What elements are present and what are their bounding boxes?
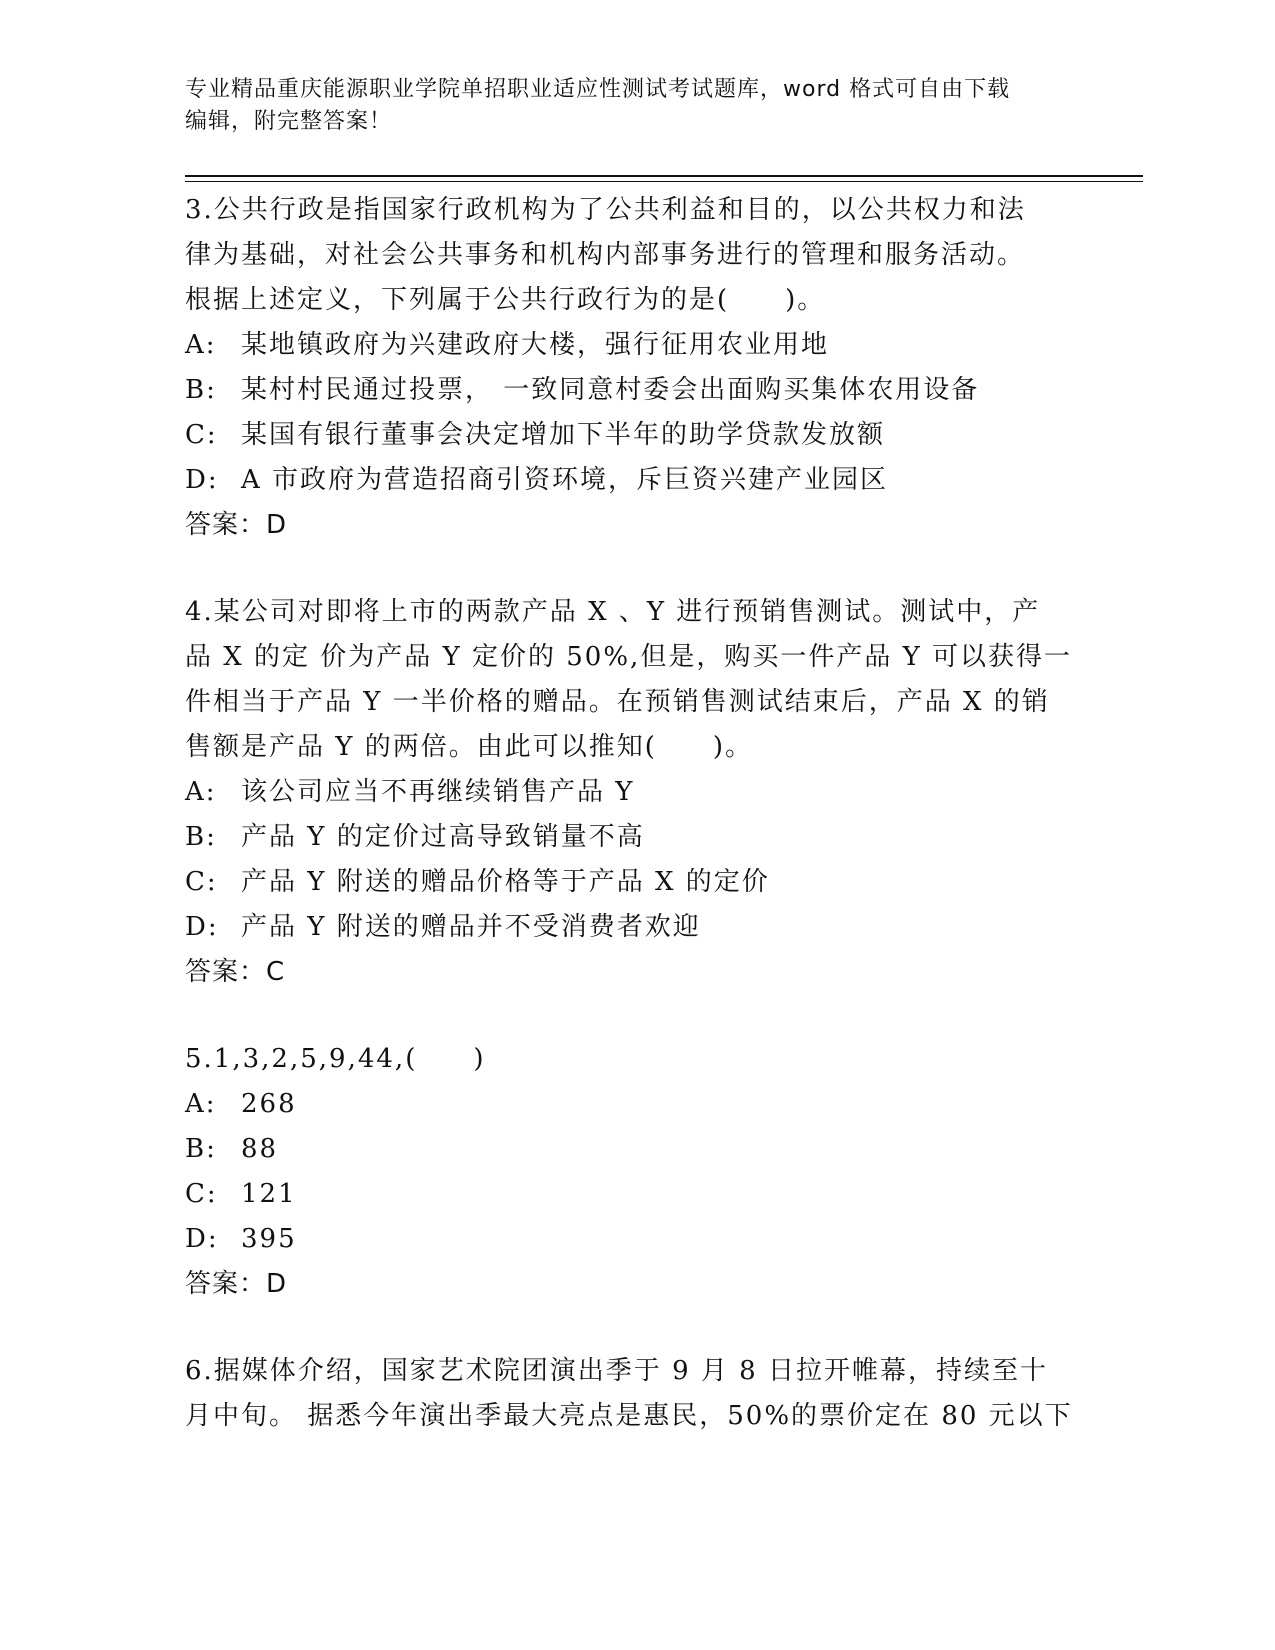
option-b [185, 1127, 1085, 1172]
option-text: A 市政府为营造招商引资环境，斥巨资兴建产业园区 [241, 465, 889, 495]
question-list [185, 188, 1085, 1439]
option-key: B: [185, 822, 217, 852]
stem-line: 5.1,3,2,5,9,44,( ) [185, 1044, 486, 1074]
option-c [185, 413, 1085, 458]
header-divider-thick [185, 175, 1143, 177]
question-4 [185, 590, 1085, 995]
option-key: C: [185, 867, 218, 897]
option-text: 产品 Y 附送的赠品价格等于产品 X 的定价 [241, 867, 770, 897]
question-3 [185, 188, 1085, 548]
option-key: A: [185, 777, 217, 807]
option-key: C: [185, 1179, 218, 1209]
option-text: 产品 Y 附送的赠品并不受消费者欢迎 [241, 912, 701, 942]
option-b [185, 815, 1085, 860]
header-divider-thin [185, 181, 1143, 182]
option-text: 某地镇政府为兴建政府大楼，强行征用农业用地 [241, 330, 830, 360]
stem-line: 3.公共行政是指国家行政机构为了公共利益和目的，以公共权力和法 [185, 195, 1026, 225]
answer-line: 答案：C [185, 957, 286, 987]
question-spacer [185, 995, 1085, 1037]
answer-line: 答案：D [185, 1269, 288, 1299]
stem-line: 6.据媒体介绍，国家艺术院团演出季于 9 月 8 日拉开帷幕，持续至十 [185, 1356, 1048, 1386]
option-b [185, 368, 1085, 413]
option-text: 268 [241, 1089, 297, 1119]
option-c [185, 860, 1085, 905]
option-key: B: [185, 375, 217, 405]
question-stem [185, 590, 1085, 770]
option-key: D: [185, 1224, 219, 1254]
option-key: D: [185, 465, 219, 495]
option-a [185, 1082, 1085, 1127]
document-header [185, 74, 1085, 138]
header-line-2: 编辑，附完整答案！ [185, 109, 393, 134]
question-spacer [185, 548, 1085, 590]
option-text: 395 [241, 1224, 297, 1254]
option-key: A: [185, 330, 217, 360]
answer-line: 答案：D [185, 510, 288, 540]
stem-line: 件相当于产品 Y 一半价格的赠品。在预销售测试结束后，产品 X 的销 [185, 687, 1050, 717]
stem-line: 4.某公司对即将上市的两款产品 X 、Y 进行预销售测试。测试中，产 [185, 597, 1041, 627]
stem-line: 月中旬。 据悉今年演出季最大亮点是惠民，50%的票价定在 80 元以下 [185, 1401, 1073, 1431]
option-text: 某村村民通过投票， 一致同意村委会出面购买集体农用设备 [241, 375, 980, 405]
stem-line: 律为基础，对社会公共事务和机构内部事务进行的管理和服务活动。 [185, 240, 1026, 270]
option-a [185, 323, 1085, 368]
option-key: D: [185, 912, 219, 942]
stem-line: 品 X 的定 价为产品 Y 定价的 50%,但是，购买一件产品 Y 可以获得一 [185, 642, 1073, 672]
stem-line: 售额是产品 Y 的两倍。由此可以推知( )。 [185, 732, 753, 762]
option-text: 产品 Y 的定价过高导致销量不高 [241, 822, 645, 852]
question-stem [185, 1349, 1085, 1439]
option-key: C: [185, 420, 218, 450]
question-stem [185, 1037, 1085, 1082]
option-text: 88 [241, 1134, 279, 1164]
option-key: B: [185, 1134, 217, 1164]
option-text: 某国有银行董事会决定增加下半年的助学贷款发放额 [241, 420, 886, 450]
stem-line: 根据上述定义，下列属于公共行政行为的是( )。 [185, 285, 826, 315]
question-spacer [185, 1307, 1085, 1349]
option-a [185, 770, 1085, 815]
header-line-1: 专业精品重庆能源职业学院单招职业适应性测试考试题库，word 格式可自由下载 [185, 77, 1011, 102]
question-6 [185, 1349, 1085, 1439]
option-c [185, 1172, 1085, 1217]
option-text: 121 [241, 1179, 297, 1209]
question-5 [185, 1037, 1085, 1307]
option-key: A: [185, 1089, 217, 1119]
option-text: 该公司应当不再继续销售产品 Y [241, 777, 635, 807]
option-d [185, 1217, 1085, 1262]
option-d [185, 905, 1085, 950]
question-stem [185, 188, 1085, 323]
option-d [185, 458, 1085, 503]
